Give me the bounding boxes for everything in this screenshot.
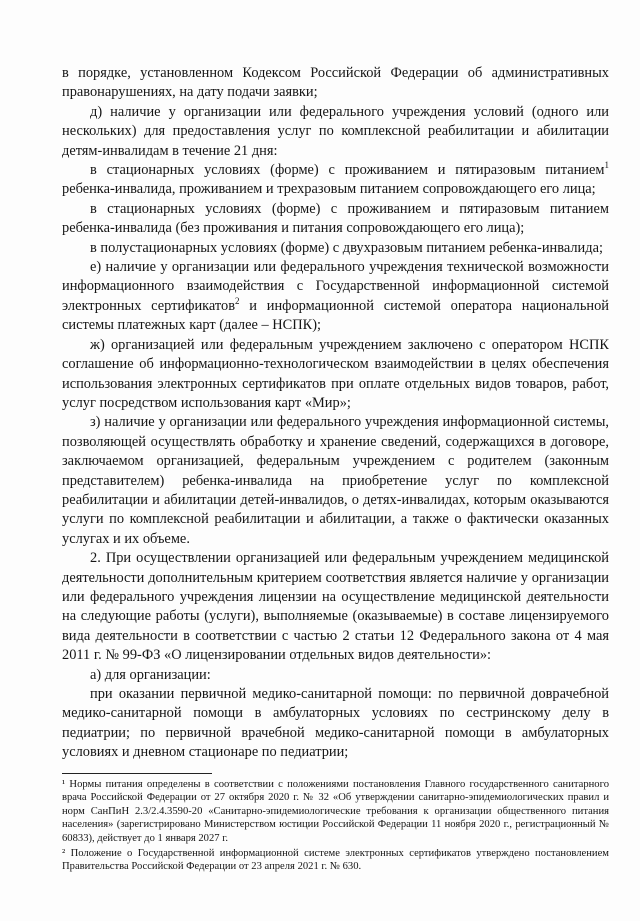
paragraph-text: в стационарных условиях (форме) с проживанием и пятиразовым питанием	[90, 162, 605, 179]
paragraph-tail: ребенка-инвалида, проживанием и трехразовым питанием сопровождающего его лица;	[62, 181, 596, 198]
paragraph-inpatient-full	[62, 161, 609, 200]
paragraph-a: а) для организации:	[90, 666, 211, 683]
paragraph-primary-care: при оказании первичной медико-санитарной помощи: по первичной доврачебной медико-санитарной помощи в амбулаторных условиях по сестринскому делу в педиатрии; по первичной врачебной медико-санитарной помощи в амбулаторных условиях и дневном стационаре по педиатрии;	[62, 686, 609, 761]
paragraph-e	[62, 258, 609, 336]
paragraph-inpatient-child: в стационарных условиях (форме) с проживанием и пятиразовым питанием ребенка-инвалида (без проживания и питания сопровождающего его лица);	[62, 200, 609, 237]
paragraph-semi-inpatient: в полустационарных условиях (форме) с двухразовым питанием ребенка-инвалида;	[90, 239, 603, 256]
body-text	[62, 64, 609, 763]
paragraph-tail: и информационной системой оператора национальной системы платежных карт (далее – НСПК);	[62, 297, 610, 334]
paragraph-zh: ж) организацией или федеральным учреждением заключено с оператором НСПК соглашение об информационно-технологическом взаимодействии в целях обеспечения использования электронных сертификатов при оплате отдельных видов товаров, работ, услуг посредством использования карт «Мир»;	[62, 336, 609, 411]
paragraph-d: д) наличие у организации или федерального учреждения условий (одного или нескольких) для предоставления услуг по комплексной реабилитации и абилитации детям-инвалидам в течение 21 дня:	[62, 103, 609, 159]
paragraph-intro: в порядке, установленном Кодексом Российской Федерации об административных правонарушениях, на дату подачи заявки;	[62, 65, 609, 101]
paragraph-z: з) наличие у организации или федерального учреждения информационной системы, позволяющей осуществлять обработку и хранение сведений, содержащихся в договоре, заключаемом организацией, федеральным учреждением с родителем (законным представителем) ребенка-инвалида на приобретение услуг по комплексной реабилитации и абилитации детей-инвалидов, о детях-инвалидах, которым оказываются услуги по комплексной реабилитации и абилитации, а также о фактически оказанных услугах и их объеме.	[62, 414, 609, 547]
footnote-ref-2[interactable]: 2	[235, 296, 240, 307]
footnote-2: ² Положение о Государственной информационной системе электронных сертификатов утверждено постановлением Правительства Российской Федерации от 23 апреля 2021 г. № 630.	[62, 848, 609, 873]
paragraph-text: е) наличие у организации или федерального учреждения технической возможности информационного взаимодействия с Государственной информационной системой электронных сертификатов	[62, 259, 609, 314]
footnote-1: ¹ Нормы питания определены в соответствии с положениями постановления Главного государственного санитарного врача Российской Федерации от 27 октября 2020 г. № 32 «Об утверждении санитарно-эпидемиологических правил и норм СанПиН 2.3/2.4.3590-20 «Санитарно-эпидемиологические требования к организации общественного питания населения» (зарегистрировано Министерством юстиции Российской Федерации 11 ноября 2020 г., регистрационный № 60833), действует до 1 января 2027 г.	[62, 779, 609, 844]
footnotes	[62, 778, 609, 876]
footnote-ref-1[interactable]: 1	[604, 160, 609, 171]
footnote-divider	[62, 773, 212, 774]
paragraph-2: 2. При осуществлении организацией или федеральным учреждением медицинской деятельности дополнительным критерием соответствия является наличие у организации или федерального учреждения лицензии на осуществление медицинской деятельности на следующие работы (услуги), выполняемые (оказываемые) в составе лицензируемого вида деятельности в соответствии с частью 2 статьи 12 Федерального закона от 4 мая 2011 г. № 99-ФЗ «О лицензировании отдельных видов деятельности»:	[62, 550, 609, 664]
